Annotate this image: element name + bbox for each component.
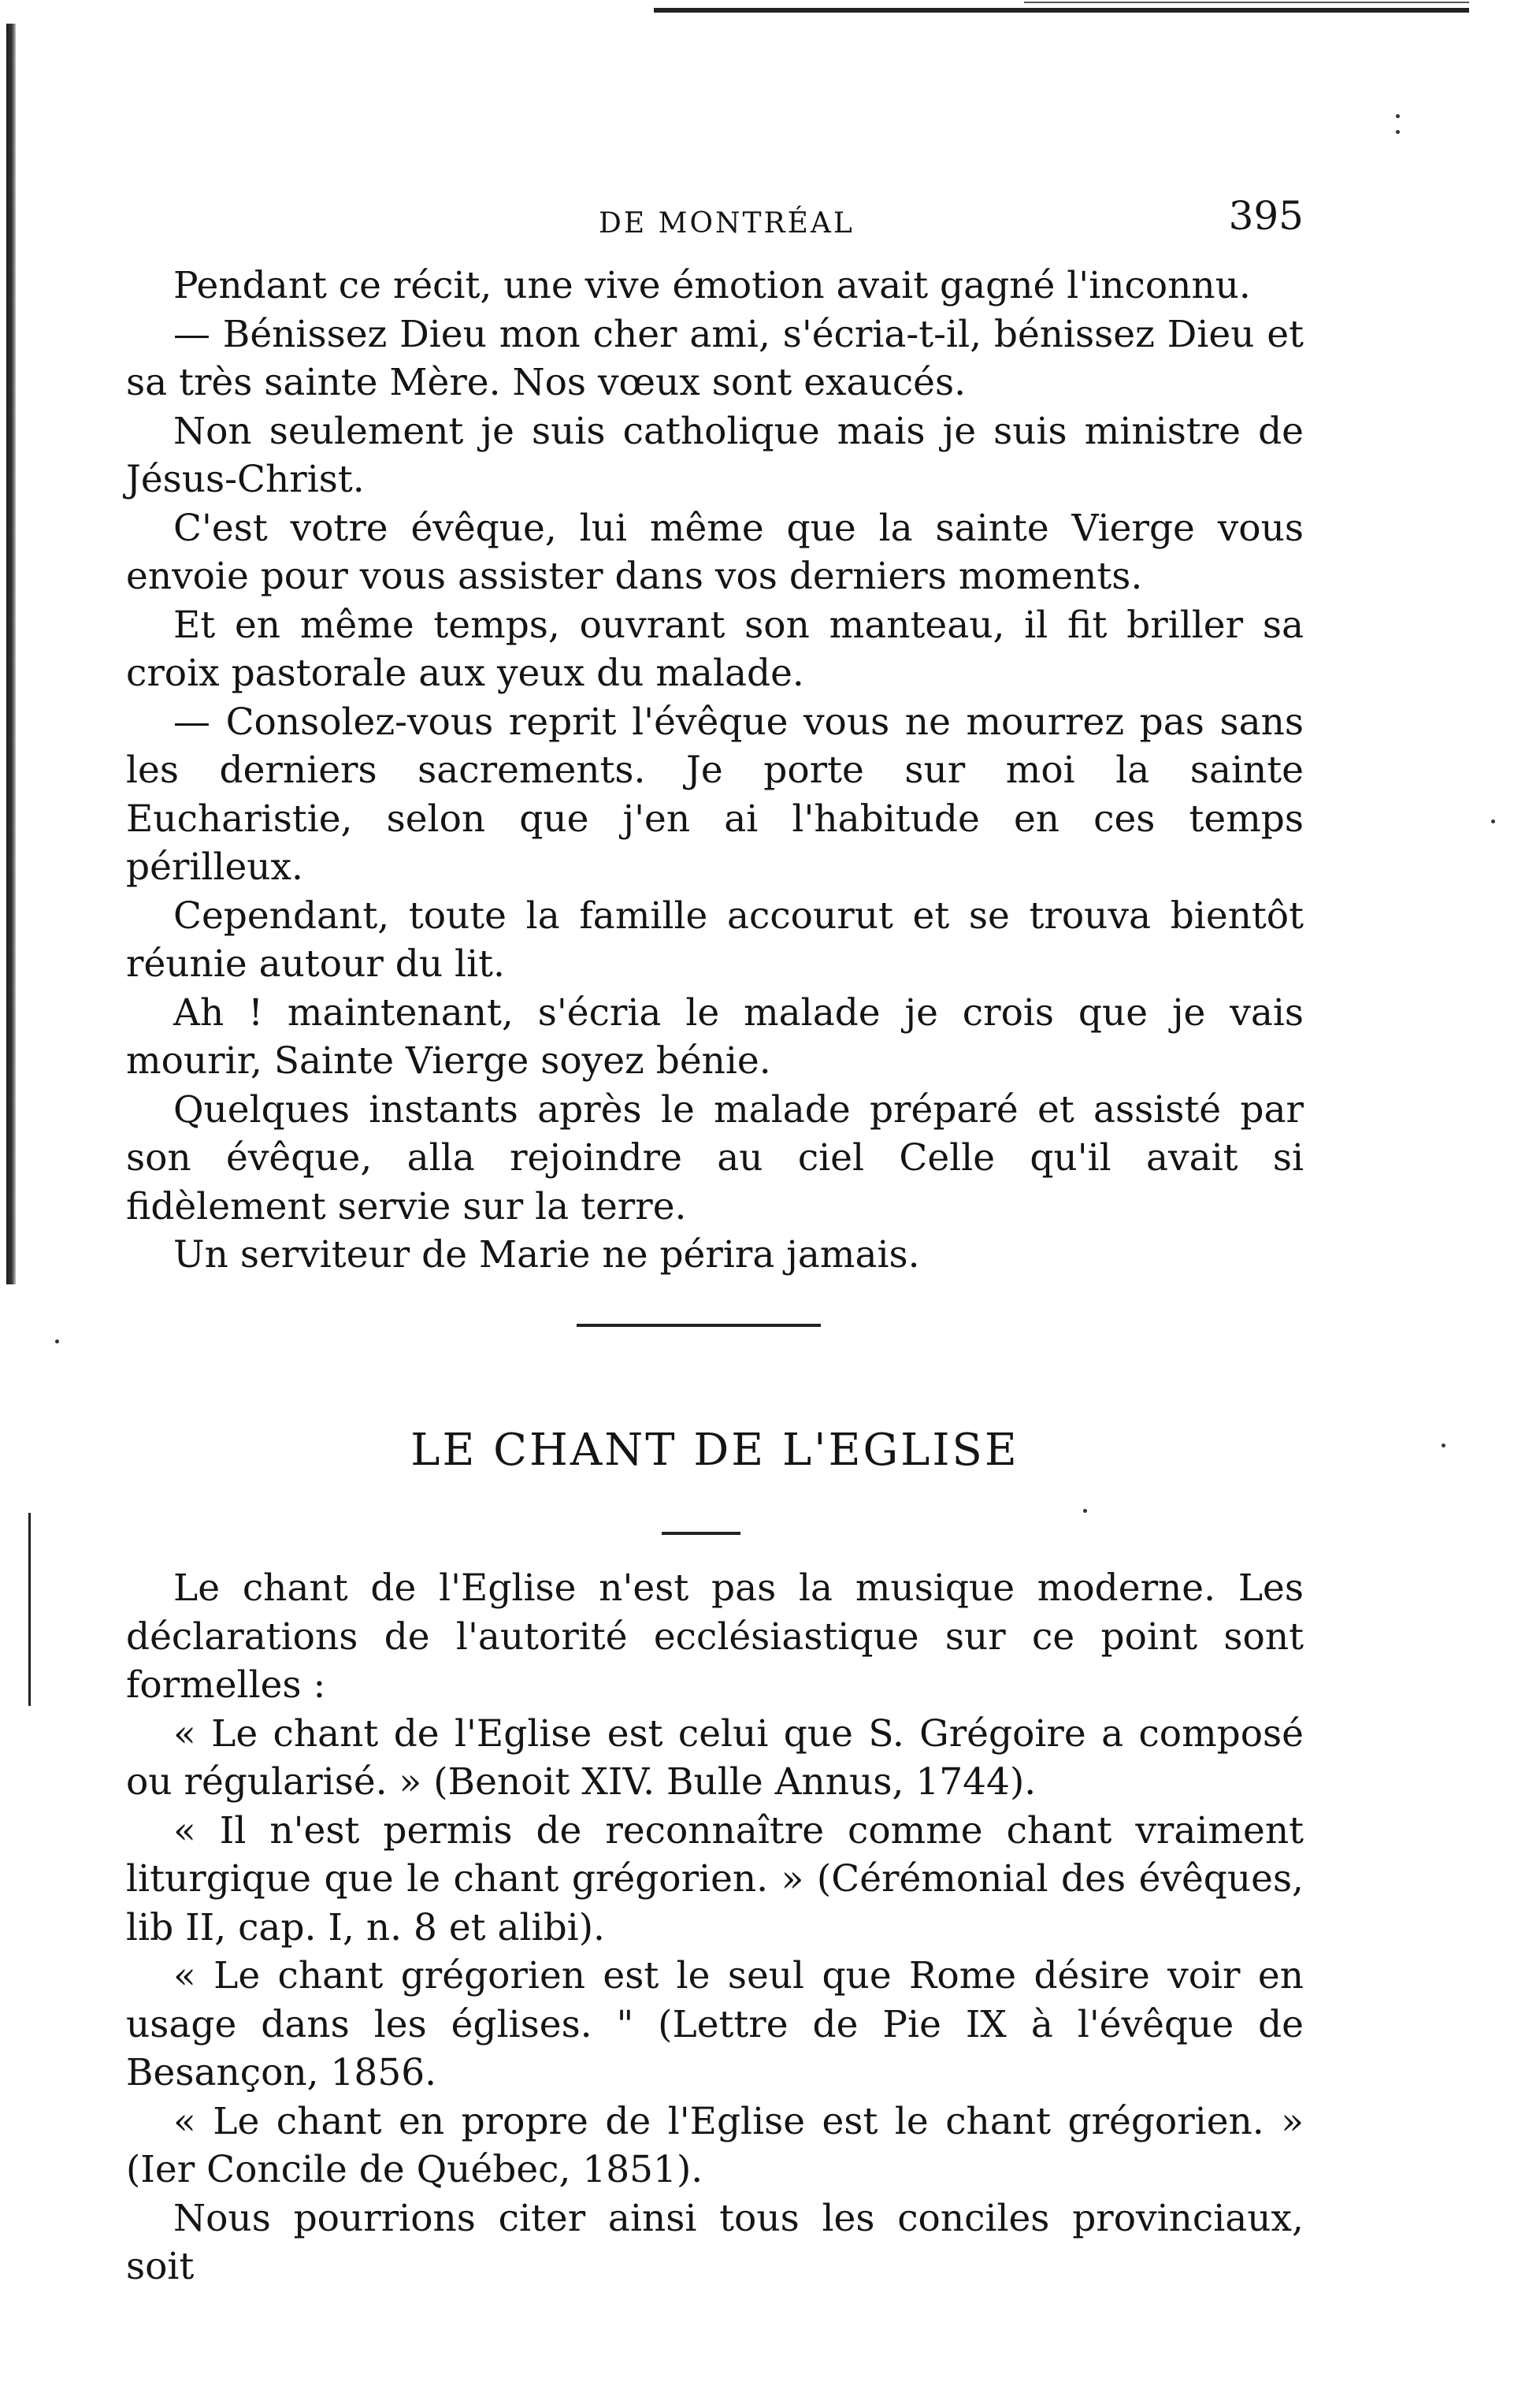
scan-speck bbox=[55, 1340, 59, 1343]
paragraph: Un serviteur de Marie ne périra jamais. bbox=[173, 1233, 920, 1276]
scan-speck bbox=[1083, 1509, 1087, 1513]
scan-binding-edge bbox=[6, 24, 16, 1284]
running-title: DE MONTRÉAL bbox=[599, 207, 855, 240]
scan-speck bbox=[1491, 819, 1495, 823]
paragraph: « Le chant grégorien est le seul que Rome désire voir en usage dans les églises. " (Lettre de Pie IX à l'évêque de Besançon, 1856. bbox=[126, 1954, 1304, 2094]
scan-margin-line bbox=[28, 1513, 31, 1706]
top-scan-rule bbox=[654, 8, 1469, 13]
scan-speck bbox=[1396, 130, 1400, 134]
section-text bbox=[126, 1564, 1304, 2291]
paragraph: « Il n'est permis de reconnaître comme chant vraiment liturgique que le chant grégorien. » (Cérémonial des évêques, lib II, cap. I, n. 8 et alibi). bbox=[126, 1808, 1304, 1949]
paragraph: C'est votre évêque, lui même que la sainte Vierge vous envoie pour vous assister dans vos derniers moments. bbox=[126, 506, 1304, 598]
paragraph: Le chant de l'Eglise n'est pas la musique moderne. Les déclarations de l'autorité ecclésiastique sur ce point sont formelles : bbox=[126, 1566, 1304, 1707]
paragraph: Ah ! maintenant, s'écria le malade je crois que je vais mourir, Sainte Vierge soyez bénie. bbox=[126, 990, 1304, 1083]
section-title: LE CHANT DE L'EGLISE bbox=[410, 1425, 1019, 1476]
paragraph: Non seulement je suis catholique mais je suis ministre de Jésus-Christ. bbox=[126, 409, 1304, 501]
section-divider bbox=[577, 1324, 821, 1327]
title-underline bbox=[662, 1532, 740, 1535]
paragraph: « Le chant de l'Eglise est celui que S. Grégoire a composé ou régularisé. » (Benoit XIV. Bulle Annus, 1744). bbox=[126, 1711, 1304, 1804]
paragraph: Quelques instants après le malade préparé et assisté par son évêque, alla rejoindre au ciel Celle qu'il avait si fidèlement servie sur la terre. bbox=[126, 1087, 1304, 1228]
top-scan-rule-thin bbox=[1024, 2, 1469, 3]
scan-speck bbox=[1442, 1444, 1445, 1447]
running-head bbox=[126, 193, 1304, 256]
paragraph: « Le chant en propre de l'Eglise est le chant grégorien. » (Ier Concile de Québec, 1851). bbox=[126, 2099, 1304, 2191]
paragraph: Nous pourrions citer ainsi tous les conciles provinciaux, soit bbox=[126, 2196, 1304, 2288]
scan-speck bbox=[1396, 114, 1400, 118]
paragraph: — Consolez-vous reprit l'évêque vous ne mourrez pas sans les derniers sacrements. Je porte sur moi la sainte Eucharistie, selon que j'en ai l'habitude en ces temps périlleux. bbox=[126, 700, 1304, 889]
story-text bbox=[126, 262, 1304, 1280]
page-number: 395 bbox=[1228, 193, 1304, 239]
paragraph: Et en même temps, ouvrant son manteau, il fit briller sa croix pastorale aux yeux du malade. bbox=[126, 603, 1304, 695]
paragraph: Pendant ce récit, une vive émotion avait gagné l'inconnu. bbox=[173, 264, 1251, 307]
paragraph: — Bénissez Dieu mon cher ami, s'écria-t-il, bénissez Dieu et sa très sainte Mère. Nos vœux sont exaucés. bbox=[126, 312, 1304, 404]
paragraph: Cependant, toute la famille accourut et se trouva bientôt réunie autour du lit. bbox=[126, 894, 1304, 986]
